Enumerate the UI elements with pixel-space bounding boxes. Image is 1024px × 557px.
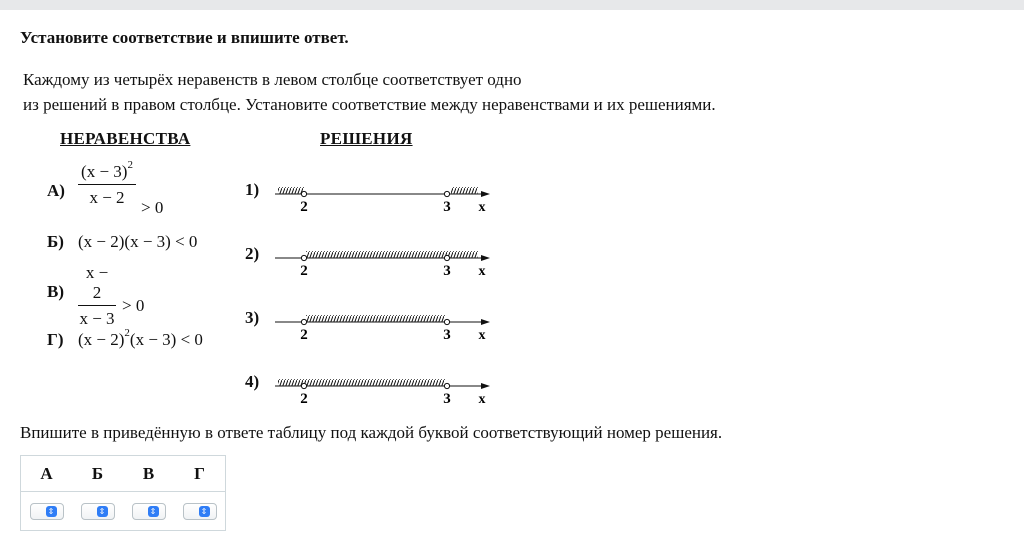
solution-3-label: 3) (245, 308, 260, 327)
inequality-g-expression: $(x - 2)^2(x - 3) < 0$ (78, 327, 203, 349)
point-3-open (444, 383, 449, 388)
top-bar (0, 0, 1024, 10)
intro-line-2: из решений в правом столбце. Установите соответствие между неравенствами и их решениями. (23, 95, 716, 114)
inequality-v-numerator: x − 2 (85, 263, 109, 302)
inequality-b-expression: (x − 2)(x − 3) < 0 (78, 232, 198, 251)
inequality-v-fraction (78, 263, 116, 329)
inequality-b-label: Б) (47, 232, 64, 251)
tick-label-2: 2 (300, 327, 308, 342)
inequality-a-label: А) (47, 181, 65, 200)
point-3-open (444, 191, 449, 196)
answer-header-g: Г (174, 456, 226, 492)
inequalities-heading: НЕРАВЕНСТВА (60, 129, 191, 148)
axis-var-x: x (478, 200, 486, 214)
solution-2-label: 2) (245, 244, 260, 263)
solution-4-number-line (270, 372, 495, 406)
inequality-a-fraction (78, 159, 136, 208)
shading-between (306, 315, 445, 322)
answer-header-a: А (21, 456, 73, 492)
point-2-open (301, 319, 306, 324)
axis-var-x: x (478, 264, 486, 278)
answer-select-v[interactable] (132, 503, 166, 520)
answer-select-g[interactable] (183, 503, 217, 520)
answer-table (20, 455, 226, 531)
tick-label-3: 3 (443, 391, 451, 406)
inequality-a-numerator: $(x - 3)^2$ (81, 159, 133, 181)
shading-left (278, 187, 304, 194)
answer-cell-g (174, 492, 226, 531)
answer-cell-v (123, 492, 174, 531)
fraction-bar (78, 184, 136, 185)
shading-from-2 (306, 251, 478, 258)
select-arrows-icon: ⇕ (97, 506, 108, 517)
tick-label-2: 2 (300, 391, 308, 406)
point-2-open (301, 383, 306, 388)
select-arrows-icon: ⇕ (199, 506, 210, 517)
answer-header-b: Б (72, 456, 123, 492)
inequality-v-denominator: x − 3 (79, 309, 115, 328)
answer-cell-a (21, 492, 73, 531)
solution-1-label: 1) (245, 180, 260, 199)
task-title: Установите соответствие и впишите ответ. (20, 28, 349, 47)
tick-label-3: 3 (443, 263, 451, 278)
solution-3-number-line (270, 308, 495, 342)
fraction-bar (78, 305, 116, 306)
inequality-a-relation: > 0 (141, 198, 164, 217)
point-2-open (301, 255, 306, 260)
point-3-open (444, 319, 449, 324)
tick-label-2: 2 (300, 199, 308, 214)
answer-instruction: Впишите в приведённую в ответе таблицу под каждой буквой соответствующий номер решения. (20, 423, 723, 442)
tick-label-3: 3 (443, 327, 451, 342)
select-arrows-icon: ⇕ (148, 506, 159, 517)
inequality-g-label: Г) (47, 330, 64, 349)
answer-select-a[interactable] (30, 503, 64, 520)
intro-line-1: Каждому из четырёх неравенств в левом столбце соответствует одно (23, 70, 522, 89)
solution-4-label: 4) (245, 372, 260, 391)
axis-var-x: x (478, 328, 486, 342)
tick-label-3: 3 (443, 199, 451, 214)
solution-1-number-line (270, 180, 495, 214)
shading-right (451, 187, 478, 194)
point-3-open (444, 255, 449, 260)
answer-cell-b (72, 492, 123, 531)
point-2-open (301, 191, 306, 196)
inequality-v-relation: > 0 (122, 296, 145, 315)
inequality-a-denominator: x − 2 (89, 188, 125, 207)
select-arrows-icon: ⇕ (46, 506, 57, 517)
inequality-v-label: В) (47, 282, 64, 301)
axis-var-x: x (478, 392, 486, 406)
answer-select-b[interactable] (81, 503, 115, 520)
tick-label-2: 2 (300, 263, 308, 278)
answer-header-v: В (123, 456, 174, 492)
solution-2-number-line (270, 244, 495, 278)
solutions-heading: РЕШЕНИЯ (320, 129, 413, 148)
